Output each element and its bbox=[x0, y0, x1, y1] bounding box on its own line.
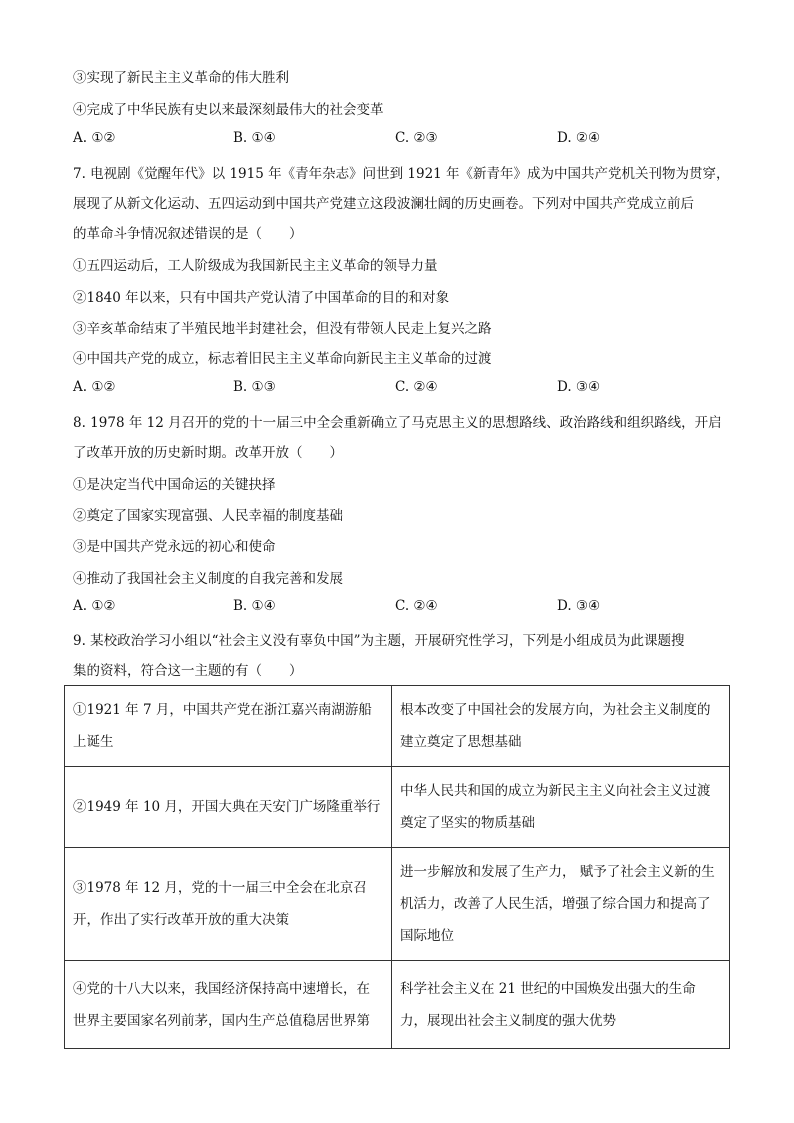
table-cell-significance: 科学社会主义在 21 世纪的中国焕发出强大的生命力，展现出社会主义制度的强大优势 bbox=[392, 961, 730, 1049]
question-7-stem: 展现了从新文化运动、五四运动到中国共产党建立这段波澜壮阔的历史画卷。下列对中国共产党成立前后 bbox=[73, 196, 694, 212]
question-9-stem: 集的资料，符合这一主题的有（ ） bbox=[73, 663, 303, 679]
statement: ④中国共产党的成立，标志着旧民主主义革命向新民主主义革命的过渡 bbox=[73, 351, 492, 367]
table-row bbox=[65, 686, 730, 767]
table-cell-significance: 进一步解放和发展了生产力， 赋予了社会主义新的生机活力，改善了人民生活，增强了综合国力和提高了国际地位 bbox=[392, 848, 730, 961]
table-cell-significance: 根本改变了中国社会的发展方向，为社会主义制度的建立奠定了思想基础 bbox=[392, 686, 730, 767]
question-7-stem: 的革命斗争情况叙述错误的是（ ） bbox=[73, 226, 303, 242]
question-8-stem: 了改革开放的历史新时期。改革开放（ ） bbox=[73, 445, 343, 461]
option-b: B. ①④ bbox=[233, 598, 276, 614]
table-cell-event: ④党的十八大以来，我国经济保持高中速增长，在世界主要国家名列前茅，国内生产总值稳居世界第 bbox=[65, 961, 392, 1049]
table-cell-event: ③1978 年 12 月，党的十一届三中全会在北京召开，作出了实行改革开放的重大决策 bbox=[65, 848, 392, 961]
table-cell-event: ①1921 年 7 月，中国共产党在浙江嘉兴南湖游船上诞生 bbox=[65, 686, 392, 767]
statement: ③是中国共产党永远的初心和使命 bbox=[73, 539, 276, 555]
table-row bbox=[65, 767, 730, 848]
table-cell-significance: 中华人民共和国的成立为新民主主义向社会主义过渡奠定了坚实的物质基础 bbox=[392, 767, 730, 848]
table-cell-event: ②1949 年 10 月，开国大典在天安门广场隆重举行 bbox=[65, 767, 392, 848]
statement: ①五四运动后，工人阶级成为我国新民主主义革命的领导力量 bbox=[73, 258, 438, 274]
option-b: B. ①③ bbox=[233, 379, 276, 395]
option-d: D. ③④ bbox=[557, 379, 601, 395]
option-a: A. ①② bbox=[73, 598, 116, 614]
statement: ②1840 年以来，只有中国共产党认清了中国革命的目的和对象 bbox=[73, 290, 450, 306]
statement: ①是决定当代中国命运的关键抉择 bbox=[73, 477, 276, 493]
statement: ②奠定了国家实现富强、人民幸福的制度基础 bbox=[73, 508, 343, 524]
statement: ④完成了中华民族有史以来最深刻最伟大的社会变革 bbox=[73, 102, 384, 118]
option-c: C. ②③ bbox=[395, 130, 438, 146]
statement: ④推动了我国社会主义制度的自我完善和发展 bbox=[73, 571, 343, 587]
option-c: C. ②④ bbox=[395, 598, 438, 614]
table-row bbox=[65, 848, 730, 961]
question-9-stem: 9. 某校政治学习小组以“社会主义没有辜负中国”为主题，开展研究性学习，下列是小组成员为此课题搜 bbox=[73, 633, 685, 649]
option-a: A. ①② bbox=[73, 379, 116, 395]
option-d: D. ③④ bbox=[557, 598, 601, 614]
question-7-stem: 7. 电视剧《觉醒年代》以 1915 年《青年杂志》问世到 1921 年《新青年》成为中国共产党机关刊物为贯穿， bbox=[73, 166, 730, 182]
option-b: B. ①④ bbox=[233, 130, 276, 146]
material-table bbox=[64, 685, 730, 1049]
table-row bbox=[65, 961, 730, 1049]
option-d: D. ②④ bbox=[557, 130, 601, 146]
option-a: A. ①② bbox=[73, 130, 116, 146]
statement: ③实现了新民主主义革命的伟大胜利 bbox=[73, 70, 289, 86]
statement: ③辛亥革命结束了半殖民地半封建社会，但没有带领人民走上复兴之路 bbox=[73, 321, 492, 337]
option-c: C. ②④ bbox=[395, 379, 438, 395]
question-8-stem: 8. 1978 年 12 月召开的党的十一届三中全会重新确立了马克思主义的思想路线、政治路线和组织路线，开启 bbox=[73, 415, 722, 431]
